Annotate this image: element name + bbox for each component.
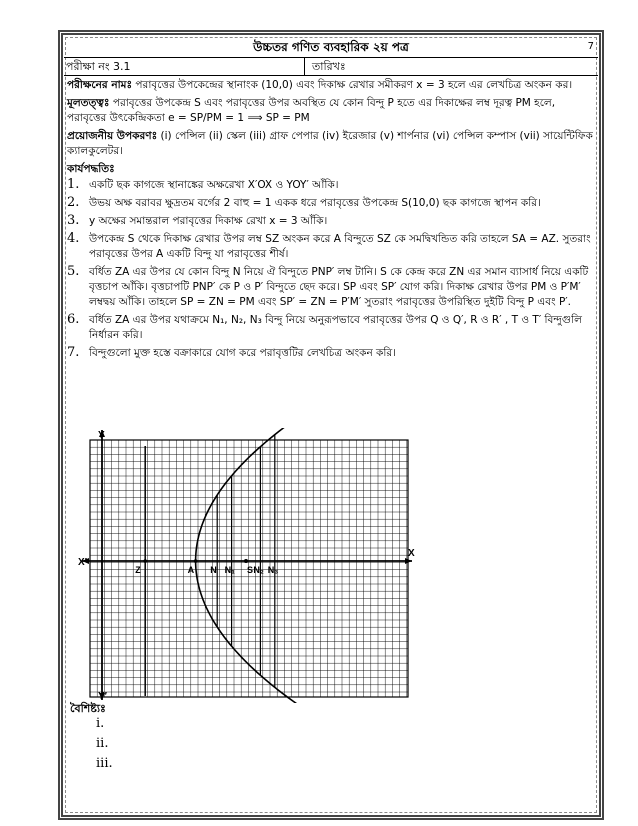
theory-statement — [67, 96, 595, 126]
page-title: উচ্চতর গণিত ব্যবহারিক ২য় পত্র — [253, 40, 409, 54]
features-label: বৈশিষ্ট্যঃ — [70, 702, 106, 715]
step-item: 6. বর্ধিত ZA এর উপর যথাক্রমে N₁, N₂, N₃ বিন্দু নিয়ে অনুরূপভাবে পরাবৃত্তের উপর Q ও Q′, R ও R′ , T ও T′ বিন্দুগুলি নির্ধারন করি। — [67, 312, 582, 341]
point-label-n2: N₂ — [253, 565, 264, 575]
focus-dot — [244, 559, 248, 563]
equipment-statement — [67, 129, 595, 159]
step-item: 5. বর্ধিত ZA এর উপর যে কোন বিন্দু N নিয়ে ঐ বিন্দুতে PNP′ লম্ব টানি। S কে কেন্দ্র করে ZN এর সমান ব্যাসার্ধ নিয়ে একটি বৃত্তচাপ আঁকি। বৃত্তচাপটি PNP′ কে P ও P′ বিন্দুতে ছেদ করে। SP এবং SP′ যোগ করি। দিকাক্ষ রেখার উপর PM ও P′M′ লম্বদ্বয় আঁকি। তাহলে SP = ZN = PM এবং SP′ = ZN = P′M′ সুতরাং পরাবৃত্তের উপরিস্থিত দুইটি বিন্দু P এবং P′. — [67, 264, 589, 308]
step-item: 1. একটি ছক কাগজে স্থানাঙ্কের অক্ষরেখা X′OX ও YOY′ আঁকি। — [67, 177, 339, 192]
problem-text: পরাবৃত্তের উপকেন্দ্রের স্থানাংক (10,0) এবং দিকাক্ষ রেখার সমীকরণ x = 3 হলে এর লেখচিত্র অংকন কর। — [135, 79, 573, 91]
feature-item: ii. — [96, 736, 109, 751]
procedure-steps — [67, 178, 595, 361]
vertex-dot — [194, 559, 198, 563]
feature-item: iii. — [96, 756, 113, 771]
problem-statement — [67, 78, 595, 93]
date-label: তারিখঃ — [312, 60, 346, 73]
header-title-row — [64, 36, 598, 58]
step-item: 7. বিন্দুগুলো মুক্ত হস্তে বক্রাকারে যোগ করে পরাবৃত্তটির লেখচিত্র অংকন করি। — [67, 345, 396, 360]
step-item: 4. উপকেন্দ্র S থেকে দিকাক্ষ রেখার উপর লম্ব SZ অংকন করে A বিন্দুতে SZ কে সমদ্বিখন্ডিত করি তাহলে SA = AZ. সুতরাং পরাবৃত্তের উপর A একটি বিন্দু যা পরাবৃত্তের শীর্ষ। — [67, 231, 591, 260]
theory-text: পরাবৃত্তের উপকেন্দ্র S এবং পরাবৃত্তের উপর অবস্থিত যে কোন বিন্দু P হতে এর দিকাক্ষের লম্ব দূরত্ব PM হলে, পরাবৃত্তের উৎকেন্দ্রিকতা e = SP/PM = 1 ⟹ SP = PM — [67, 97, 556, 124]
point-label-n: N — [210, 565, 217, 575]
exam-number: পরীক্ষা নং 3.1 — [66, 60, 131, 73]
problem-label: পরীক্ষনের নামঃ — [67, 79, 133, 91]
theory-label: মূলতত্ত্বঃ — [67, 97, 110, 109]
point-label-n1: N₁ — [224, 565, 235, 575]
procedure-label: কার্যপদ্ধতিঃ — [67, 163, 115, 175]
y-axis-label: Y — [98, 430, 105, 441]
y-neg-axis-label: Y′ — [98, 691, 108, 702]
point-label-z: Z — [135, 565, 141, 575]
x-axis-label: X — [408, 548, 415, 559]
point-label-n3: N₃ — [267, 565, 279, 575]
worksheet-body — [64, 76, 598, 366]
step-item: 2. উভয় অক্ষ বরাবর ক্ষুদ্রতম বর্গের 2 বাহু = 1 একক ধরে পরাবৃত্তের উপকেন্দ্র S(10,0) ছক কাগজে স্থাপন করি। — [67, 195, 541, 210]
z-dot — [143, 559, 147, 563]
step-item: 3. y অক্ষের সমান্তরাল পরাবৃত্তের দিকাক্ষ রেখা x = 3 আঁকি। — [67, 213, 328, 228]
feature-item: i. — [96, 716, 105, 731]
point-label-s: S — [247, 565, 254, 575]
equipment-label: প্রয়োজনীয় উপকরণঃ — [67, 130, 158, 142]
equipment-text: (i) পেন্সিল (ii) স্কেল (iii) গ্রাফ পেপার (iv) ইরেজার (v) শার্পনার (vi) পেন্সিল কম্পাস (vii) সায়েন্টিফিক ক্যালকুলেটর। — [67, 130, 593, 157]
parabola-graph — [76, 428, 416, 703]
point-label-a: A — [187, 565, 195, 575]
x-neg-axis-label: X′ — [78, 557, 88, 568]
exam-info-row — [64, 58, 598, 76]
page-number: 7 — [587, 41, 594, 52]
worksheet — [64, 36, 598, 366]
